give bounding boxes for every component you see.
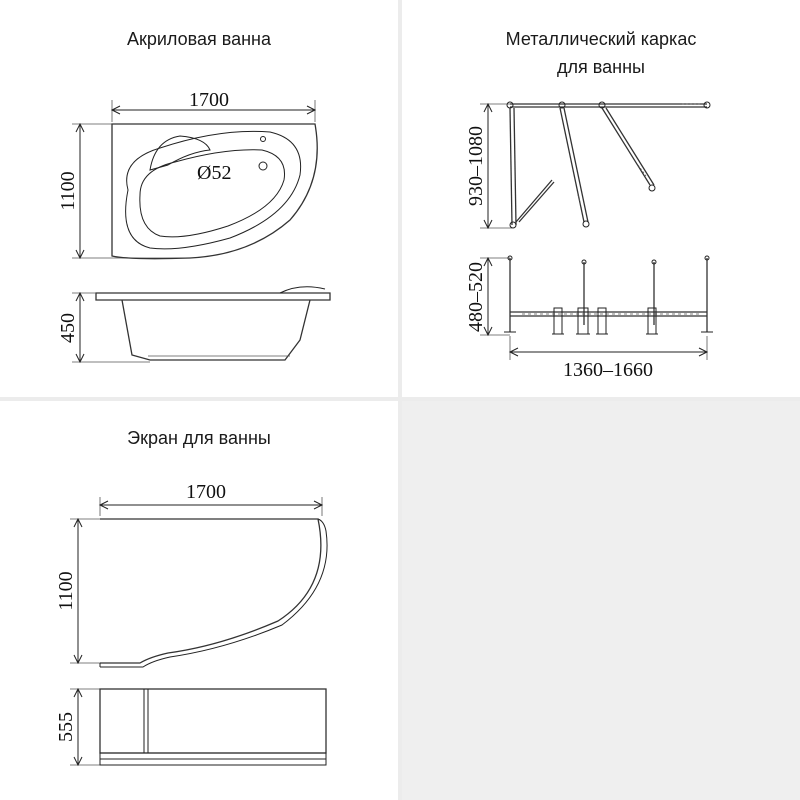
dim-leg-height: [465, 258, 510, 335]
screen-width-label: 1700: [186, 481, 226, 503]
screen-drawing: [0, 401, 398, 800]
dim-width: [112, 89, 315, 122]
dim-depth: [55, 519, 100, 663]
panel-acrylic-bath: [0, 0, 398, 397]
panel-title-line1: Металлический каркас: [505, 29, 697, 49]
frame-length-label: 1360–1660: [563, 359, 653, 381]
panel-title: Акриловая ванна: [126, 29, 272, 49]
frame-drawing: [402, 0, 800, 397]
dim-height: [55, 689, 100, 765]
bath-drawing: [0, 0, 398, 397]
bath-side-view: [96, 287, 330, 360]
bath-top-view: [112, 124, 317, 259]
dim-length: [510, 336, 707, 381]
screen-top-view: [100, 519, 327, 667]
dim-width: [100, 481, 322, 516]
frame-front-view: [504, 256, 713, 334]
bath-height-label: 450: [57, 313, 79, 343]
frame-leg-height-label: 480–520: [465, 262, 487, 332]
frame-side-view: [507, 102, 710, 228]
drain-label: Ø52: [197, 162, 232, 184]
screen-front-view: [100, 689, 326, 765]
panel-title-line2: для ванны: [557, 57, 645, 77]
panel-bath-screen: [0, 401, 398, 800]
screen-height-label: 555: [55, 712, 77, 742]
dim-side-height: [465, 104, 512, 228]
empty-panel: [402, 401, 800, 800]
bath-width-label: 1700: [189, 89, 229, 111]
bath-depth-label: 1100: [57, 171, 79, 211]
dim-height: [57, 293, 150, 362]
panel-title: Экран для ванны: [127, 428, 271, 448]
frame-side-height-label: 930–1080: [465, 126, 487, 206]
screen-depth-label: 1100: [55, 571, 77, 611]
dim-depth: [57, 124, 190, 258]
panel-metal-frame: [402, 0, 800, 397]
